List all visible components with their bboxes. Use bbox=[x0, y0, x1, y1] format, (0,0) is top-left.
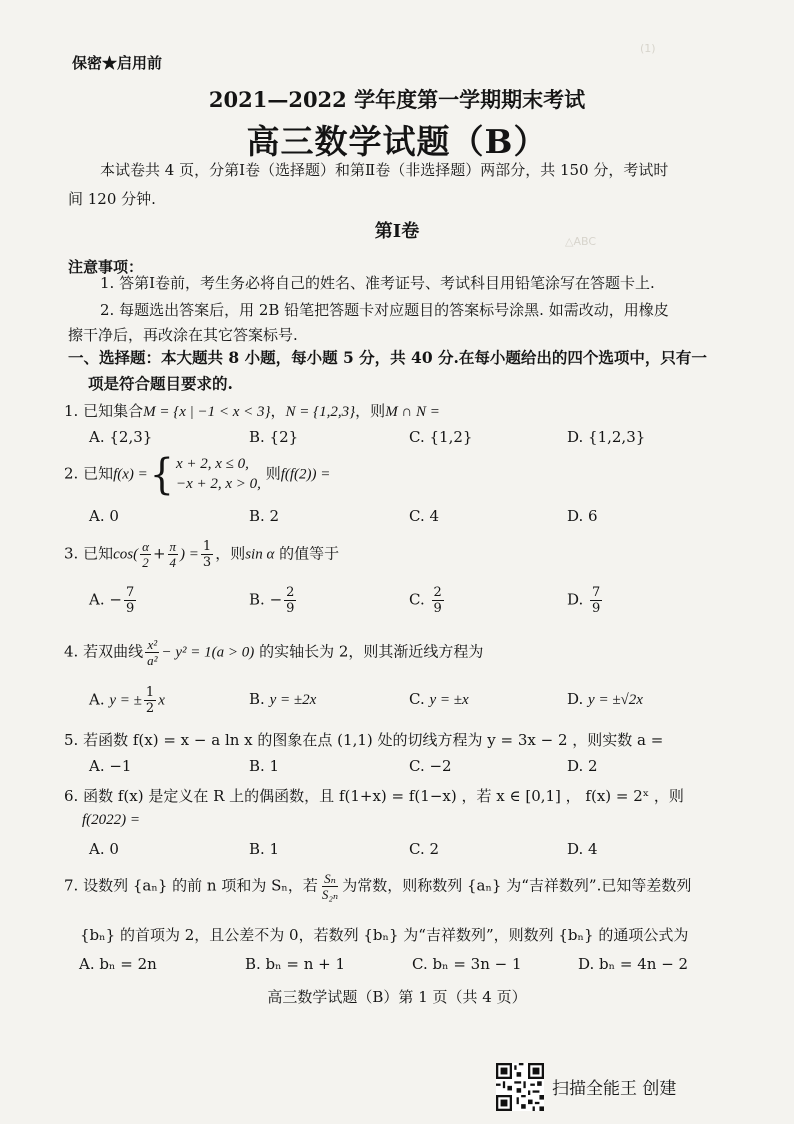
option-a: A. 0 bbox=[89, 840, 119, 858]
question-2 bbox=[64, 450, 331, 499]
option-d: D. {1,2,3} bbox=[567, 428, 646, 446]
question-text: 函数 f(x) 是定义在 R 上的偶函数，且 f(1+x) = f(1−x) ，若 x ∈ [0,1] ， f(x) = 2ˣ ，则 bbox=[83, 787, 684, 805]
intro-text-line2: 间 120 分钟. bbox=[68, 190, 156, 208]
denominator: 2 bbox=[145, 701, 155, 716]
numerator: 2 bbox=[433, 585, 442, 600]
option-d bbox=[567, 690, 643, 709]
piecewise-cases bbox=[176, 454, 261, 495]
paper-title: 高三数学试题（B） bbox=[246, 122, 548, 161]
math-expression: − y² = 1(a > 0) bbox=[161, 644, 255, 661]
fraction bbox=[144, 686, 156, 715]
math-expression: y = ± bbox=[109, 692, 142, 709]
question-text: 设数列 {aₙ} 的前 n 项和为 Sₙ，若 bbox=[83, 876, 318, 895]
option-b bbox=[249, 586, 298, 615]
notice-title: 注意事项： bbox=[68, 258, 144, 276]
math-function: f(x) = bbox=[113, 466, 148, 483]
fraction bbox=[590, 586, 602, 615]
option-label: A. bbox=[89, 690, 105, 709]
option-label: D. bbox=[567, 590, 584, 609]
question-text: 的值等于 bbox=[279, 544, 340, 563]
question-number: 5. bbox=[64, 731, 79, 749]
plus-sign: + bbox=[152, 544, 166, 563]
question-6-line2: f(2022) = bbox=[82, 812, 141, 828]
option-c: C. bₙ = 3n − 1 bbox=[412, 955, 522, 973]
fraction bbox=[201, 540, 213, 569]
option-label: B. bbox=[249, 690, 265, 708]
question-text: 已知 bbox=[83, 464, 114, 483]
denominator: 4 bbox=[169, 555, 177, 570]
fraction bbox=[124, 586, 136, 615]
question-5 bbox=[64, 729, 663, 750]
section-heading-line2: 项是符合题目要求的. bbox=[88, 374, 233, 393]
math-expression: y = ±√2x bbox=[588, 692, 643, 708]
option-b: B. 1 bbox=[249, 840, 280, 858]
numerator: 7 bbox=[592, 585, 601, 600]
denominator: S₂ₙ bbox=[321, 887, 339, 902]
bleed-through-mark: △ABC bbox=[565, 235, 597, 248]
question-number: 6. bbox=[64, 787, 79, 805]
option-b: B. {2} bbox=[249, 428, 299, 446]
denominator: 9 bbox=[286, 601, 295, 616]
option-label: B. bbox=[249, 590, 265, 609]
case-1: x + 2, x ≤ 0, bbox=[175, 456, 249, 472]
denominator: a² bbox=[147, 653, 158, 668]
question-text: 已知 bbox=[83, 544, 114, 563]
page-footer: 高三数学试题（B）第 1 页（共 4 页） bbox=[267, 988, 527, 1006]
math-expression: y = ±x bbox=[429, 692, 469, 708]
exam-title: 2021—2022 学年度第一学期期末考试 bbox=[208, 87, 586, 112]
denominator: 3 bbox=[202, 555, 212, 570]
question-number: 4. bbox=[64, 642, 79, 661]
option-label: D. bbox=[567, 690, 584, 708]
bleed-through-mark: (1) bbox=[640, 42, 656, 55]
option-a: A. 0 bbox=[89, 507, 119, 525]
numerator: π bbox=[169, 539, 177, 554]
option-b: B. 1 bbox=[249, 757, 280, 775]
question-text: ，则 bbox=[355, 402, 386, 420]
fraction bbox=[320, 872, 340, 901]
question-text: ， bbox=[270, 402, 286, 420]
question-3 bbox=[64, 540, 339, 569]
option-c: C. 4 bbox=[409, 507, 440, 525]
section-heading-line1: 一、选择题：本大题共 8 小题，每小题 5 分，共 40 分.在每小题给出的四个选项中，只有一 bbox=[68, 348, 707, 367]
option-a: A. {2,3} bbox=[89, 428, 153, 446]
math-set-n: N = {1,2,3} bbox=[285, 404, 356, 420]
question-7 bbox=[64, 872, 691, 901]
option-d: D. 2 bbox=[567, 757, 598, 775]
math-expression: M ∩ N = bbox=[385, 404, 440, 420]
qr-code-icon bbox=[496, 1063, 544, 1111]
notice-item-2-line2: 擦干净后，再改涂在其它答案标号. bbox=[68, 326, 298, 344]
numerator: 7 bbox=[125, 585, 135, 600]
denominator: 2 bbox=[142, 555, 149, 570]
question-number: 2. bbox=[64, 464, 79, 483]
option-a: A. bₙ = 2n bbox=[79, 955, 157, 973]
notice-item-1: 1. 答第Ⅰ卷前，考生务必将自己的姓名、准考证号、考试科目用铅笔涂写在答题卡上. bbox=[100, 274, 655, 292]
denominator: 9 bbox=[125, 601, 135, 616]
numerator: α bbox=[142, 539, 149, 554]
option-d bbox=[567, 586, 604, 615]
math-expression: y = ±2x bbox=[269, 692, 317, 708]
option-label: C. bbox=[409, 590, 425, 609]
numerator: 1 bbox=[145, 685, 155, 700]
math-expression: f(f(2)) = bbox=[280, 466, 331, 483]
scanner-watermark: 扫描全能王 创建 bbox=[552, 1079, 677, 1099]
numerator: 1 bbox=[202, 539, 212, 554]
sign: − bbox=[109, 590, 122, 609]
sign: − bbox=[269, 590, 283, 609]
question-6 bbox=[64, 785, 684, 806]
option-b: B. bₙ = n + 1 bbox=[245, 955, 346, 973]
option-b bbox=[249, 690, 316, 709]
option-c: C. {1,2} bbox=[409, 428, 473, 446]
question-4 bbox=[64, 638, 483, 667]
numerator: x² bbox=[147, 637, 158, 652]
option-label: C. bbox=[409, 690, 425, 708]
math-set-m: M = {x | −1 < x < 3} bbox=[143, 404, 271, 420]
case-2: −x + 2, x > 0, bbox=[175, 476, 261, 493]
question-number: 3. bbox=[64, 544, 79, 563]
question-number: 7. bbox=[64, 876, 79, 895]
fraction bbox=[432, 586, 444, 615]
math-cos: cos( bbox=[113, 546, 139, 563]
option-d: D. 6 bbox=[567, 507, 598, 525]
fraction bbox=[145, 638, 159, 667]
question-text: ，则 bbox=[215, 544, 246, 563]
question-text: 已知集合 bbox=[83, 402, 144, 420]
question-text: 若双曲线 bbox=[83, 642, 144, 661]
denominator: 9 bbox=[592, 601, 601, 616]
question-text: 则 bbox=[265, 464, 281, 483]
question-number: 1. bbox=[64, 402, 79, 420]
confidential-label: 保密★启用前 bbox=[72, 54, 163, 72]
option-a bbox=[89, 686, 165, 715]
option-c bbox=[409, 586, 446, 615]
numerator: 2 bbox=[286, 585, 295, 600]
option-c: C. −2 bbox=[409, 757, 452, 775]
option-a: A. −1 bbox=[89, 757, 132, 775]
math-var: x bbox=[158, 692, 165, 709]
option-d: D. 4 bbox=[567, 840, 598, 858]
option-b: B. 2 bbox=[249, 507, 280, 525]
numerator: Sₙ bbox=[324, 871, 336, 886]
volume-title: 第Ⅰ卷 bbox=[374, 221, 420, 242]
math-sin: sin α bbox=[245, 546, 275, 563]
question-1 bbox=[64, 400, 440, 421]
fraction bbox=[168, 540, 179, 569]
math-close: ) = bbox=[180, 546, 199, 563]
question-text: 若函数 f(x) = x − a ln x 的图象在点 (1,1) 处的切线方程为 y = 3x − 2 ，则实数 a = bbox=[83, 731, 664, 749]
option-c bbox=[409, 690, 469, 709]
fraction bbox=[140, 540, 151, 569]
option-d: D. bₙ = 4n − 2 bbox=[578, 955, 689, 973]
notice-item-2-line1: 2. 每题选出答案后，用 2B 铅笔把答题卡对应题目的答案标号涂黑. 如需改动，用橡皮 bbox=[100, 301, 669, 319]
left-brace: { bbox=[149, 450, 174, 499]
fraction bbox=[284, 586, 296, 615]
option-label: A. bbox=[89, 590, 105, 609]
option-c: C. 2 bbox=[409, 840, 440, 858]
question-text: 的实轴长为 2，则其渐近线方程为 bbox=[259, 642, 484, 661]
intro-text-line1: 本试卷共 4 页，分第Ⅰ卷（选择题）和第Ⅱ卷（非选择题）两部分，共 150 分，考试时 bbox=[100, 161, 669, 179]
option-a bbox=[89, 586, 138, 615]
question-text: 为常数，则称数列 {aₙ} 为“吉祥数列”.已知等差数列 bbox=[342, 876, 692, 895]
question-7-line2: {bₙ} 的首项为 2，且公差不为 0，若数列 {bₙ} 为“吉祥数列”，则数列 {bₙ} 的通项公式为 bbox=[80, 926, 689, 944]
denominator: 9 bbox=[433, 601, 442, 616]
